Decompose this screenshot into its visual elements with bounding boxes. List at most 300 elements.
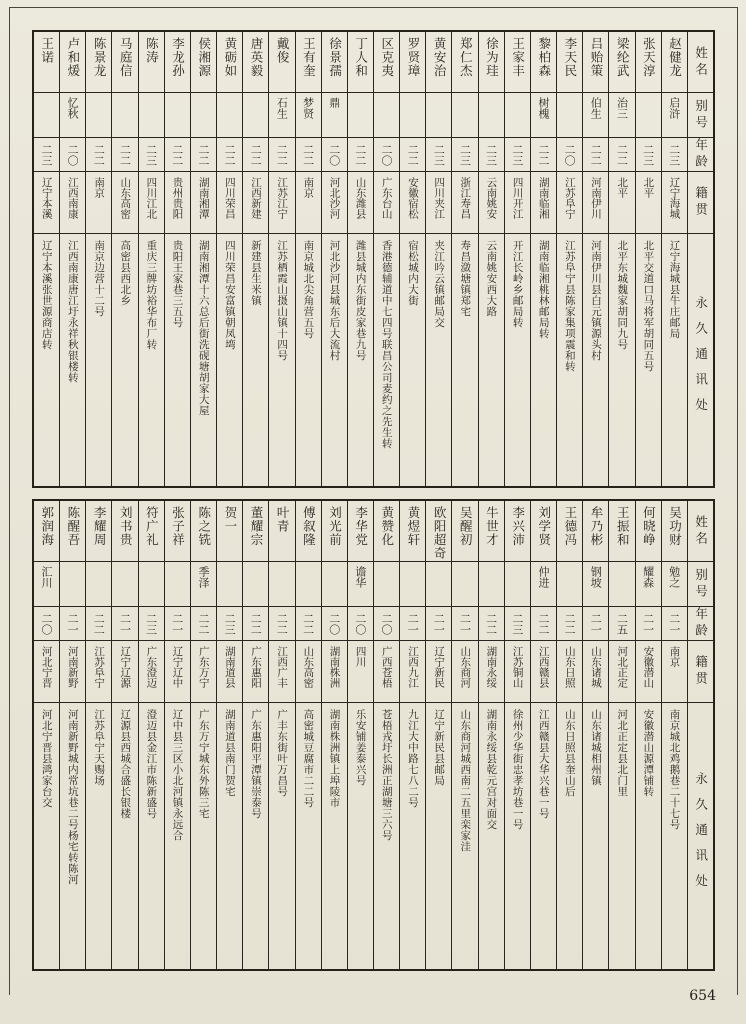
native-place-cell: 辽宁本溪: [34, 171, 59, 233]
native-place-cell: 四川: [348, 640, 373, 702]
name-cell: 贺一: [222, 506, 238, 533]
address-cell: 高密城豆腐市二二号: [296, 702, 321, 969]
address-cell: 河南伊川县白元镇源头村: [583, 233, 608, 486]
name-cell: 王德冯: [562, 506, 578, 547]
name-cell: 傅叙隆: [301, 506, 317, 547]
address-cell: 辽宁新民县邮局: [426, 702, 451, 969]
native-place-cell: 贵州贵阳: [165, 171, 190, 233]
native-place-cell: 江西广丰: [269, 640, 294, 702]
person-column: [295, 32, 321, 486]
header-column: [687, 501, 713, 969]
name-cell: 王振和: [615, 506, 631, 547]
name-cell: 符广礼: [144, 506, 160, 547]
alias-cell: [217, 561, 242, 606]
person-column: [582, 501, 608, 969]
name-cell: 黄赞化: [379, 506, 395, 547]
alias-cell: 石生: [269, 92, 294, 137]
person-column: [530, 501, 556, 969]
person-column: [347, 32, 373, 486]
native-place-cell: 河北正定: [609, 640, 634, 702]
native-place-cell: 四川荣昌: [217, 171, 242, 233]
age-cell: 二三: [505, 606, 530, 640]
native-place-cell: 江苏江宁: [269, 171, 294, 233]
name-cell: 刘书贵: [118, 506, 134, 547]
age-cell: 二三: [452, 137, 477, 171]
age-cell: 二二: [243, 606, 268, 640]
native-place-cell: 山东商河: [452, 640, 477, 702]
age-cell: 二二: [191, 606, 216, 640]
person-column: [216, 32, 242, 486]
alias-cell: [112, 92, 137, 137]
person-column: [164, 501, 190, 969]
native-place-cell: 江苏阜宁: [86, 640, 111, 702]
address-cell: 南京城北尖角营五号: [296, 233, 321, 486]
name-cell: 罗贤璋: [405, 37, 421, 78]
alias-cell: [557, 92, 582, 137]
native-place-cell: 北平: [636, 171, 661, 233]
address-cell: 高密县西北乡: [112, 233, 137, 486]
native-place-cell: 山东日照: [557, 640, 582, 702]
address-cell: 苍梧戎圩长洲正湖塘三六号: [374, 702, 399, 969]
age-cell: 二〇: [60, 137, 85, 171]
native-place-cell: 四川夹江: [426, 171, 451, 233]
native-place-cell: 江西南康: [60, 171, 85, 233]
address-cell: 江苏栖霞山摄山镇十四号: [269, 233, 294, 486]
person-column: [268, 32, 294, 486]
address-cell: 四川荣昌安富镇朝凤塆: [217, 233, 242, 486]
name-cell: 陈醒吾: [65, 506, 81, 547]
age-cell: 二〇: [348, 606, 373, 640]
address-cell: 寿昌潋塘镇郑宅: [452, 233, 477, 486]
person-column: [242, 501, 268, 969]
address-cell: 广丰东街叶万昌号: [269, 702, 294, 969]
native-place-cell: 北平: [609, 171, 634, 233]
address-cell: 江苏阜宁县陈家集项震和转: [557, 233, 582, 486]
name-cell: 王诺: [39, 37, 55, 64]
native-place-cell: 南京: [86, 171, 111, 233]
age-cell: 二一: [662, 606, 687, 640]
name-cell: 侯湘源: [196, 37, 212, 78]
address-cell: 江西南康唐江圩永祥秋银楼转: [60, 233, 85, 486]
name-cell: 刘学贤: [536, 506, 552, 547]
person-column: [425, 501, 451, 969]
person-column: [556, 501, 582, 969]
address-cell: 乐安铺姜泰兴号: [348, 702, 373, 969]
name-cell: 陈涛: [144, 37, 160, 64]
address-cell: 湖南永绥县乾元宫对面交: [479, 702, 504, 969]
age-cell: 二三: [426, 137, 451, 171]
native-place-cell: 江西新建: [243, 171, 268, 233]
alias-cell: [165, 561, 190, 606]
age-cell: 二一: [452, 606, 477, 640]
alias-cell: 耀森: [636, 561, 661, 606]
address-cell: 安徽潜山源潭铺转: [636, 702, 661, 969]
age-cell: 二三: [479, 137, 504, 171]
person-column: [582, 32, 608, 486]
name-cell: 黎柏森: [536, 37, 552, 78]
age-cell: 二二: [583, 137, 608, 171]
age-cell: 二二: [400, 137, 425, 171]
age-cell: 二〇: [374, 137, 399, 171]
person-column: [295, 501, 321, 969]
person-column: [399, 32, 425, 486]
age-cell: 二三: [505, 137, 530, 171]
alias-cell: [557, 561, 582, 606]
person-column: [608, 501, 634, 969]
person-column: [164, 32, 190, 486]
address-cell: 北平交道口马将军胡同五号: [636, 233, 661, 486]
name-cell: 李华党: [353, 506, 369, 547]
alias-cell: [112, 561, 137, 606]
header-label-age: 年龄: [688, 137, 713, 171]
alias-cell: [86, 92, 111, 137]
name-cell: 陈之铣: [196, 506, 212, 547]
alias-cell: 季泽: [191, 561, 216, 606]
alias-cell: [426, 92, 451, 137]
alias-cell: 仲进: [531, 561, 556, 606]
native-place-cell: 江苏铜山: [505, 640, 530, 702]
address-cell: 河北沙河县城东后大流村: [322, 233, 347, 486]
address-cell: 广东惠阳平潭镇崇泰号: [243, 702, 268, 969]
age-cell: 二三: [217, 606, 242, 640]
address-cell: 山东日照县奎山后: [557, 702, 582, 969]
native-place-cell: 湖南临湘: [531, 171, 556, 233]
name-cell: 卢和煖: [65, 37, 81, 78]
alias-cell: [452, 561, 477, 606]
address-cell: 广东万宁城东外陈三宅: [191, 702, 216, 969]
age-cell: 二二: [531, 137, 556, 171]
person-column: [138, 501, 164, 969]
person-column: [138, 32, 164, 486]
alias-cell: [139, 92, 164, 137]
name-cell: 徐为珪: [484, 37, 500, 78]
age-cell: 二二: [112, 137, 137, 171]
person-column: [635, 32, 661, 486]
address-cell: 重庆三牌坊裕华布厂转: [139, 233, 164, 486]
person-column: [216, 501, 242, 969]
address-cell: 湖南湘潭十六总后街洗砚塘胡家大屋: [191, 233, 216, 486]
person-column: [635, 501, 661, 969]
name-cell: 董耀宗: [249, 506, 265, 547]
name-cell: 黄砺如: [222, 37, 238, 78]
alias-cell: [400, 92, 425, 137]
person-column: [85, 32, 111, 486]
address-cell: 开江长岭乡邮局转: [505, 233, 530, 486]
address-cell: 河北正定县北门里: [609, 702, 634, 969]
person-column: [242, 32, 268, 486]
person-column: [478, 501, 504, 969]
alias-cell: [191, 92, 216, 137]
native-place-cell: 河北宁晋: [34, 640, 59, 702]
person-column: [321, 501, 347, 969]
age-cell: 二〇: [374, 606, 399, 640]
address-cell: 潍县城内东街皮家巷九号: [348, 233, 373, 486]
native-place-cell: 安徽宿松: [400, 171, 425, 233]
age-cell: 二三: [34, 137, 59, 171]
header-label-alias: 别号: [688, 561, 713, 606]
alias-cell: 钢坡: [583, 561, 608, 606]
name-cell: 黄安治: [432, 37, 448, 78]
person-column: [373, 32, 399, 486]
person-column: [190, 32, 216, 486]
native-place-cell: 江西九江: [400, 640, 425, 702]
person-column: [321, 32, 347, 486]
age-cell: 二二: [86, 137, 111, 171]
name-cell: 马庭信: [118, 37, 134, 78]
name-cell: 牛世才: [484, 506, 500, 547]
age-cell: 二二: [191, 137, 216, 171]
age-cell: 二二: [557, 606, 582, 640]
native-place-cell: 广东澄迈: [139, 640, 164, 702]
address-cell: 夹江吟云镇邮局交: [426, 233, 451, 486]
alias-cell: 树槐: [531, 92, 556, 137]
name-cell: 牟乃彬: [589, 506, 605, 547]
header-label-alias: 别号: [688, 92, 713, 137]
header-label-native-place: 籍贯: [688, 171, 713, 233]
alias-cell: [636, 92, 661, 137]
name-cell: 梁纶武: [615, 37, 631, 78]
age-cell: 二一: [636, 606, 661, 640]
age-cell: 二二: [531, 606, 556, 640]
person-column: [111, 501, 137, 969]
address-cell: 江西赣县大华兴巷一号: [531, 702, 556, 969]
age-cell: 二二: [296, 606, 321, 640]
native-place-cell: 山东高密: [296, 640, 321, 702]
native-place-cell: 辽宁辽中: [165, 640, 190, 702]
alias-cell: [269, 561, 294, 606]
alias-cell: 伯生: [583, 92, 608, 137]
age-cell: 二一: [400, 606, 425, 640]
person-column: [347, 501, 373, 969]
address-cell: 山东诸城相州镇: [583, 702, 608, 969]
address-cell: 辽宁海城县牛庄邮局: [662, 233, 687, 486]
alias-cell: [505, 561, 530, 606]
native-place-cell: 山东潍县: [348, 171, 373, 233]
native-place-cell: 辽宁辽源: [112, 640, 137, 702]
native-place-cell: 广东惠阳: [243, 640, 268, 702]
address-cell: 香港德辅道中七四号联昌公司麦约之先生转: [374, 233, 399, 486]
alias-cell: [374, 561, 399, 606]
native-place-cell: 广西苍梧: [374, 640, 399, 702]
person-column: [661, 32, 687, 486]
age-cell: 二〇: [34, 606, 59, 640]
age-cell: 二〇: [322, 606, 347, 640]
name-cell: 王有奎: [301, 37, 317, 78]
age-cell: 二二: [243, 137, 268, 171]
native-place-cell: 广东万宁: [191, 640, 216, 702]
alias-cell: [322, 561, 347, 606]
age-cell: 二二: [479, 606, 504, 640]
name-cell: 刘光前: [327, 506, 343, 547]
native-place-cell: 湖南湘潭: [191, 171, 216, 233]
age-cell: 二一: [583, 606, 608, 640]
alias-cell: [452, 92, 477, 137]
header-label-age: 年龄: [688, 606, 713, 640]
address-cell: 南京边营十二号: [86, 233, 111, 486]
address-cell: 湖南株洲镇上埠陵市: [322, 702, 347, 969]
native-place-cell: 湖南株洲: [322, 640, 347, 702]
age-cell: 二二: [217, 137, 242, 171]
native-place-cell: 广东台山: [374, 171, 399, 233]
age-cell: 二三: [662, 137, 687, 171]
person-column: [59, 32, 85, 486]
native-place-cell: 山东诸城: [583, 640, 608, 702]
name-cell: 李龙孙: [170, 37, 186, 78]
name-cell: 李天民: [562, 37, 578, 78]
age-cell: 二二: [609, 137, 634, 171]
alias-cell: [479, 561, 504, 606]
name-cell: 李耀周: [92, 506, 108, 547]
native-place-cell: 河南伊川: [583, 171, 608, 233]
alias-cell: [60, 561, 85, 606]
native-place-cell: 山东高密: [112, 171, 137, 233]
alias-cell: 忆秋: [60, 92, 85, 137]
alias-cell: [374, 92, 399, 137]
age-cell: 二三: [636, 137, 661, 171]
alias-cell: 治三: [609, 92, 634, 137]
address-cell: 湖南临湘桃林邮局转: [531, 233, 556, 486]
age-cell: 二一: [426, 606, 451, 640]
person-column: [661, 501, 687, 969]
alias-cell: [609, 561, 634, 606]
alias-cell: 勉之: [662, 561, 687, 606]
person-column: [34, 32, 59, 486]
native-place-cell: 河北沙河: [322, 171, 347, 233]
name-cell: 黄煜轩: [405, 506, 421, 547]
name-cell: 区克夷: [379, 37, 395, 78]
person-column: [425, 32, 451, 486]
name-cell: 丁人和: [353, 37, 369, 78]
person-column: [556, 32, 582, 486]
person-column: [373, 501, 399, 969]
native-place-cell: 安徽潜山: [636, 640, 661, 702]
person-column: [34, 501, 59, 969]
page-frame: [9, 7, 738, 995]
native-place-cell: 云南姚安: [479, 171, 504, 233]
name-cell: 戴俊: [275, 37, 291, 64]
age-cell: 二二: [348, 137, 373, 171]
address-cell: 澄迈县金江市陈新盛号: [139, 702, 164, 969]
address-cell: 辽宁本溪张世源商店转: [34, 233, 59, 486]
age-cell: 二三: [139, 606, 164, 640]
address-cell: 徐州少华街忠孝坊巷一号: [505, 702, 530, 969]
alias-cell: 谵华: [348, 561, 373, 606]
name-cell: 吴功财: [667, 506, 683, 547]
address-cell: 山东商河城西南二五里栾家洼: [452, 702, 477, 969]
name-cell: 徐景孺: [327, 37, 343, 78]
age-cell: 二〇: [557, 137, 582, 171]
address-cell: 宿松城内大街: [400, 233, 425, 486]
person-column: [59, 501, 85, 969]
address-cell: 九江大中路七八二号: [400, 702, 425, 969]
name-cell: 王家丰: [510, 37, 526, 78]
name-cell: 张子祥: [170, 506, 186, 547]
native-place-cell: 南京: [296, 171, 321, 233]
age-cell: 二二: [269, 606, 294, 640]
header-label-name: 姓名: [693, 45, 709, 79]
native-place-cell: 江苏阜宁: [557, 171, 582, 233]
person-column: [504, 501, 530, 969]
person-column: [451, 501, 477, 969]
native-place-cell: 辽宁海城: [662, 171, 687, 233]
person-column: [190, 501, 216, 969]
alias-cell: 启浒: [662, 92, 687, 137]
address-cell: 辽源县西城合盛长银楼: [112, 702, 137, 969]
name-cell: 张天淳: [641, 37, 657, 78]
header-label-address: 永久通讯处: [688, 702, 713, 969]
age-cell: 二二: [165, 137, 190, 171]
name-cell: 陈景龙: [92, 37, 108, 78]
name-cell: 吴醒初: [458, 506, 474, 547]
native-place-cell: 湖南永绥: [479, 640, 504, 702]
alias-cell: [217, 92, 242, 137]
header-label-native-place: 籍贯: [688, 640, 713, 702]
person-column: [268, 501, 294, 969]
person-column: [111, 32, 137, 486]
alias-cell: [348, 92, 373, 137]
person-column: [399, 501, 425, 969]
alias-cell: [400, 561, 425, 606]
address-cell: 南京城北鸡鹅巷二十七号: [662, 702, 687, 969]
name-cell: 郭润海: [39, 506, 55, 547]
age-cell: 二二: [86, 606, 111, 640]
page-number: 654: [689, 988, 716, 1004]
age-cell: 二五: [609, 606, 634, 640]
alias-cell: [296, 561, 321, 606]
alias-cell: [165, 92, 190, 137]
native-place-cell: 江西赣县: [531, 640, 556, 702]
roster-table-top: [32, 30, 715, 488]
alias-cell: [139, 561, 164, 606]
address-cell: 河北宁晋县鸿家台交: [34, 702, 59, 969]
address-cell: 贵阳王家巷三五号: [165, 233, 190, 486]
address-cell: 河南新野城内常坑巷二号杨宅转陈河: [60, 702, 85, 969]
header-column: [687, 32, 713, 486]
age-cell: 二一: [165, 606, 190, 640]
roster-table-bottom: [32, 499, 715, 971]
header-label-address: 永久通讯处: [688, 233, 713, 486]
alias-cell: [479, 92, 504, 137]
name-cell: 李兴沛: [510, 506, 526, 547]
alias-cell: 梦贤: [296, 92, 321, 137]
name-cell: 何晓峥: [641, 506, 657, 547]
alias-cell: [34, 92, 59, 137]
native-place-cell: 四川江北: [139, 171, 164, 233]
name-cell: 欧阳超奇: [432, 506, 448, 560]
alias-cell: [505, 92, 530, 137]
person-column: [85, 501, 111, 969]
name-cell: 赵健龙: [667, 37, 683, 78]
address-cell: 湖南道县南门贺宅: [217, 702, 242, 969]
native-place-cell: 辽宁新民: [426, 640, 451, 702]
alias-cell: 汇川: [34, 561, 59, 606]
native-place-cell: 河南新野: [60, 640, 85, 702]
native-place-cell: 四川开江: [505, 171, 530, 233]
age-cell: 二二: [296, 137, 321, 171]
age-cell: 二三: [139, 137, 164, 171]
name-cell: 郑仁杰: [458, 37, 474, 78]
person-column: [478, 32, 504, 486]
alias-cell: [426, 561, 451, 606]
address-cell: 北平东城魏家胡同九号: [609, 233, 634, 486]
header-label-name: 姓名: [693, 514, 709, 548]
alias-cell: [243, 561, 268, 606]
name-cell: 吕贻策: [589, 37, 605, 78]
person-column: [530, 32, 556, 486]
native-place-cell: 南京: [662, 640, 687, 702]
age-cell: 二〇: [322, 137, 347, 171]
alias-cell: [243, 92, 268, 137]
